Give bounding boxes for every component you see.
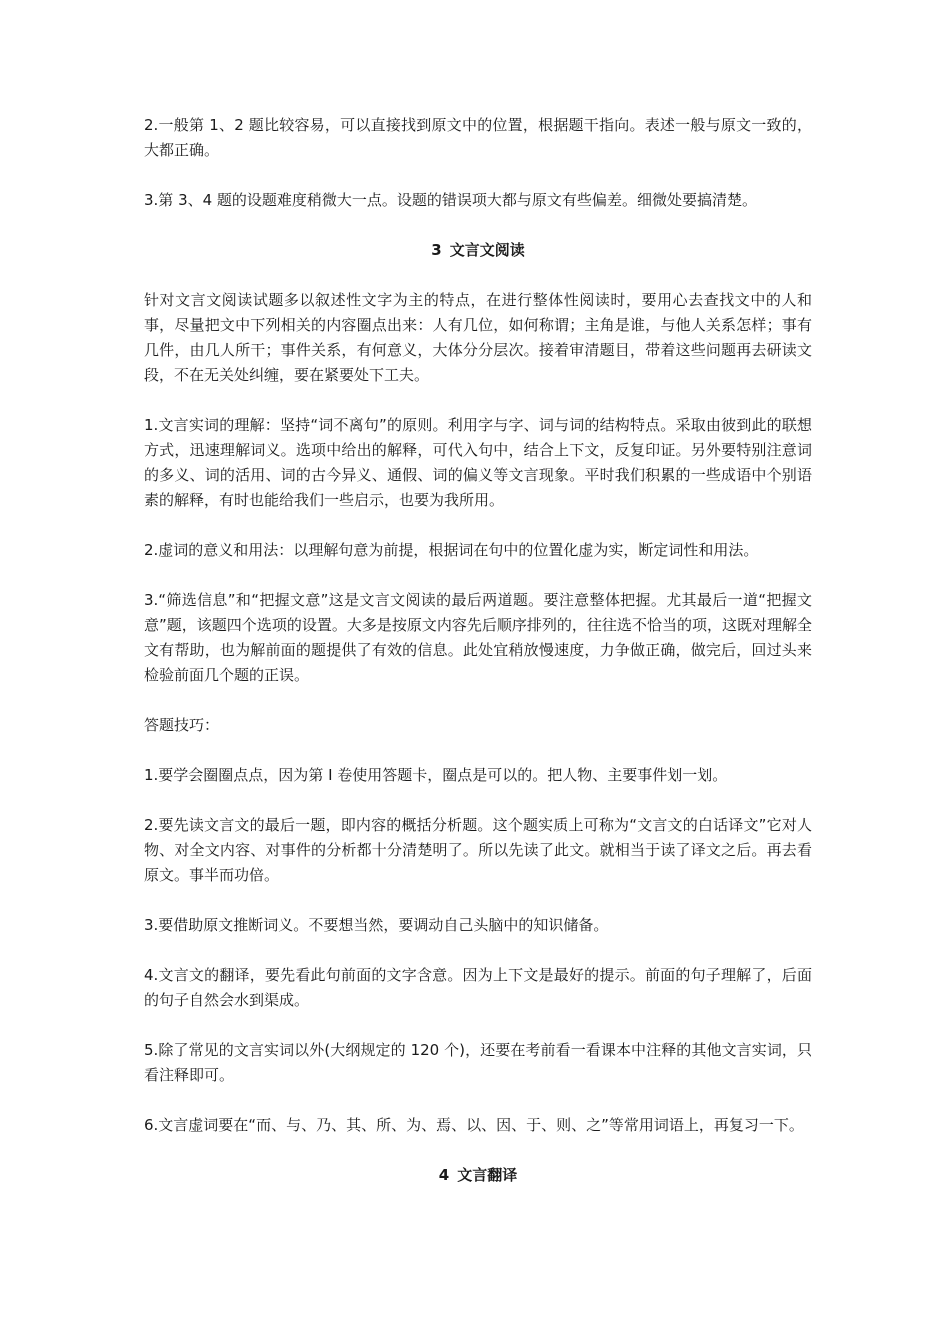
section-heading (144, 1163, 812, 1188)
answer-tips-label: 答题技巧： (144, 716, 220, 734)
list-item: 3.要借助原文推断词义。不要想当然，要调动自己头脑中的知识储备。 (144, 916, 609, 934)
list-item: 1.要学会圈圈点点，因为第 I 卷使用答题卡，圈点是可以的。把人物、主要事件划一划。 (144, 766, 728, 784)
paragraph: 3.“筛选信息”和“把握文意”这是文言文阅读的最后两道题。要注意整体把握。尤其最后一道“把握文意”题，该题四个选项的设置。大多是按原文内容先后顺序排列的，往往选不恰当的项，这既对理解全文有帮助，也为解前面的题提供了有效的信息。此处宜稍放慢速度，力争做正确，做完后，回过头来检验前面几个题的正误。 (144, 591, 812, 684)
list-item: 4.文言文的翻译，要先看此句前面的文字含意。因为上下文是最好的提示。前面的句子理解了，后面的句子自然会水到渠成。 (144, 966, 812, 1009)
paragraph: 1.文言实词的理解：坚持“词不离句”的原则。利用字与字、词与词的结构特点。采取由彼到此的联想方式，迅速理解词义。选项中给出的解释，可代入句中，结合上下文，反复印证。另外要特别注意词的多义、词的活用、词的古今异义、通假、词的偏义等文言现象。平时我们积累的一些成语中个别语素的解释，有时也能给我们一些启示，也要为我所用。 (144, 416, 812, 509)
paragraph: 2.虚词的意义和用法：以理解句意为前提，根据词在句中的位置化虚为实，断定词性和用法。 (144, 541, 759, 559)
paragraph: 针对文言文阅读试题多以叙述性文字为主的特点，在进行整体性阅读时，要用心去查找文中的人和事，尽量把文中下列相关的内容圈点出来：人有几位，如何称谓；主角是谁，与他人关系怎样；事有几件，由几人所干；事件关系，有何意义，大体分分层次。接着审清题目，带着这些问题再去研读文段，不在无关处纠缠，要在紧要处下工夫。 (144, 291, 812, 384)
list-item: 6.文言虚词要在“而、与、乃、其、所、为、焉、以、因、于、则、之”等常用词语上，再复习一下。 (144, 1116, 804, 1134)
list-item: 2.要先读文言文的最后一题，即内容的概括分析题。这个题实质上可称为“文言文的白话译文”它对人物、对全文内容、对事件的分析都十分清楚明了。所以先读了此文。就相当于读了译文之后。再去看原文。事半而功倍。 (144, 816, 812, 884)
paragraph: 2.一般第 1、2 题比较容易，可以直接找到原文中的位置，根据题干指向。表述一般与原文一致的，大都正确。 (144, 116, 812, 159)
document-body (144, 113, 812, 1213)
section-number: 3 (431, 241, 442, 259)
section-title: 文言翻译 (457, 1166, 518, 1184)
section-number: 4 (438, 1166, 450, 1184)
paragraph: 3.第 3、4 题的设题难度稍微大一点。设题的错误项大都与原文有些偏差。细微处要搞清楚。 (144, 191, 757, 209)
list-item: 5.除了常见的文言实词以外(大纲规定的 120 个)，还要在考前看一看课本中注释的其他文言实词，只看注释即可。 (144, 1041, 812, 1084)
section-title: 文言文阅读 (449, 241, 525, 259)
section-heading (144, 238, 812, 263)
